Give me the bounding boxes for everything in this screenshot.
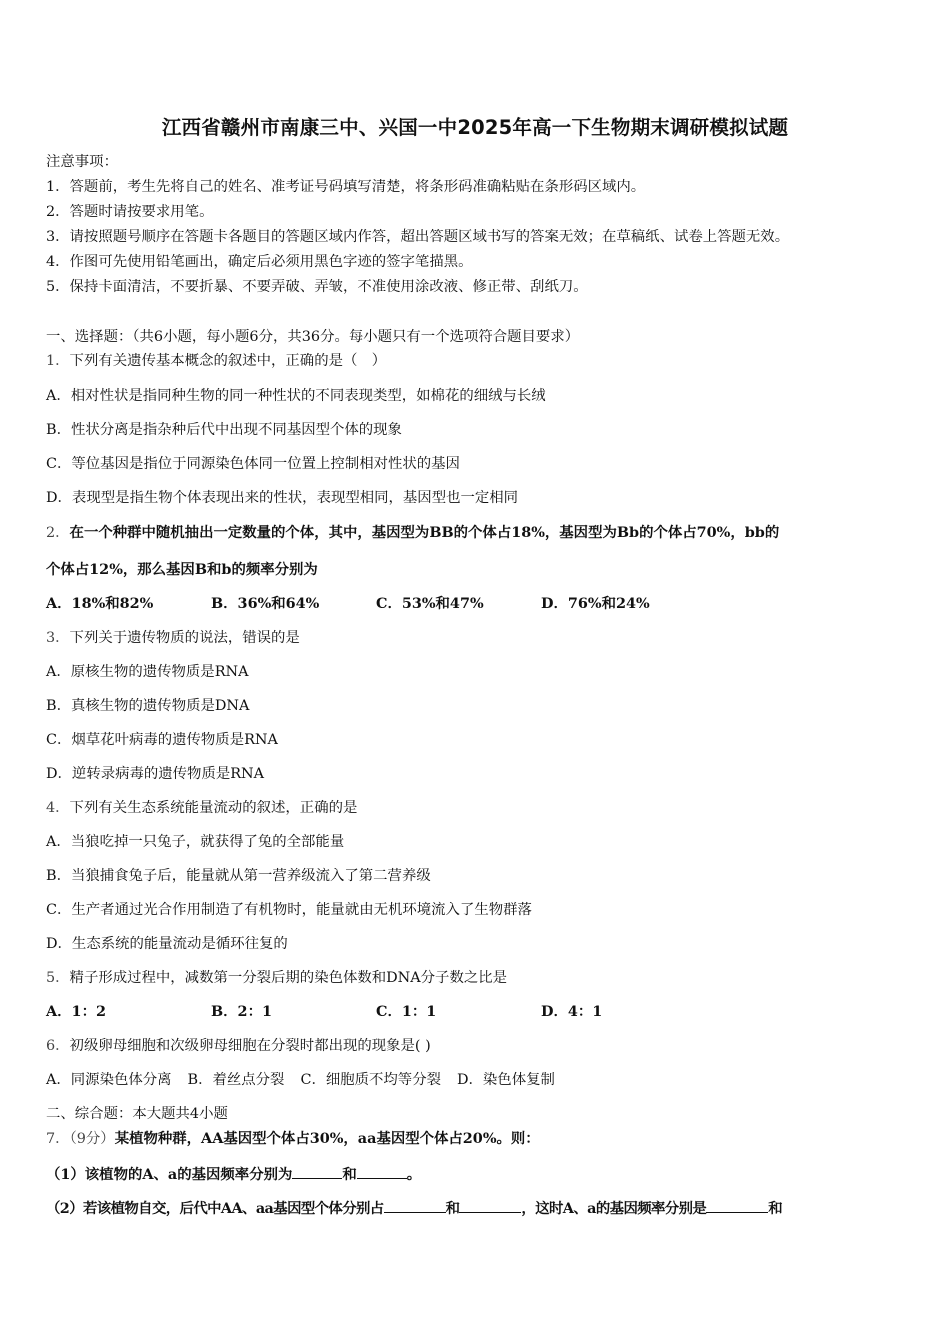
section-2-heading: 二、综合题：本大题共4小题 [46,1106,228,1122]
q1-option-c: C．等位基因是指位于同源染色体同一位置上控制相对性状的基因 [46,456,460,472]
answer-blank[interactable] [357,1164,407,1179]
q6-options [46,1070,555,1090]
question-number: 2． [46,525,70,541]
question-1 [46,351,386,371]
answer-blank[interactable] [292,1164,342,1179]
q5-option-a: A．1：2 [46,1003,106,1020]
question-7 [46,1129,540,1149]
question-stem-line-1: 在一个种群中随机抽出一定数量的个体，其中，基因型为BB的个体占18%，基因型为Bb的个体占70%，bb的 [69,524,780,541]
q6-option-a: A．同源染色体分离 [46,1072,172,1088]
q7-part-2-text: （2）若该植物自交，后代中AA、aa基因型个体分别占 [46,1200,384,1217]
question-stem: 初级卵母细胞和次级卵母细胞在分裂时都出现的现象是( ) [69,1038,431,1054]
q1-option-b: B．性状分离是指杂种后代中出现不同基因型个体的现象 [46,422,402,438]
q7-part-2-and-2: 和 [768,1200,782,1217]
question-number: 5． [46,970,70,986]
q7-part-1-end: 。 [406,1166,422,1183]
notice-item-5: 5．保持卡面清洁，不要折暴、不要弄破、弄皱，不准使用涂改液、修正带、刮纸刀。 [46,279,588,295]
question-number: 1． [46,353,70,369]
q7-part-1-text: （1）该植物的A、a的基因频率分别为 [46,1166,293,1183]
q3-option-a: A．原核生物的遗传物质是RNA [46,664,249,680]
q6-option-d: D．染色体复制 [456,1072,555,1088]
question-3 [46,628,300,648]
q2-options [46,594,650,614]
question-number: 4． [46,800,70,816]
question-stem: 下列有关遗传基本概念的叙述中，正确的是（ ） [69,353,387,369]
q4-option-b: B．当狼捕食兔子后，能量就从第一营养级流入了第二营养级 [46,868,431,884]
q7-part-2-mid: ，这时A、a的基因频率分别是 [521,1200,707,1217]
question-number: 6． [46,1038,70,1054]
q2-option-d: D．76%和24% [541,595,650,612]
q5-option-d: D．4：1 [541,1003,603,1020]
q7-part-1-and: 和 [342,1166,357,1183]
section-1-heading: 一、选择题：（共6小题，每小题6分，共36分。每小题只有一个选项符合题目要求） [46,329,580,345]
question-6 [46,1036,431,1056]
q3-option-c: C．烟草花叶病毒的遗传物质是RNA [46,732,278,748]
q1-option-d: D．表现型是指生物个体表现出来的性状，表现型相同，基因型也一定相同 [46,490,519,506]
question-stem: 某植物种群，AA基因型个体占30%，aa基因型个体占20%。则： [114,1130,540,1147]
notice-item-2: 2．答题时请按要求用笔。 [46,204,214,220]
q6-option-c: C．细胞质不均等分裂 [300,1072,441,1088]
page-title: 江西省赣州市南康三中、兴国一中2025年高一下生物期末调研模拟试题 [161,116,789,139]
question-2-stem-line-2: 个体占12%，那么基因B和b的频率分别为 [46,561,318,578]
q7-part-1 [46,1164,421,1185]
q1-option-a: A．相对性状是指同种生物的同一种性状的不同表现类型，如棉花的细绒与长绒 [46,388,546,404]
q3-option-d: D．逆转录病毒的遗传物质是RNA [46,766,265,782]
q2-option-c: C．53%和47% [376,595,484,612]
answer-blank[interactable] [384,1198,446,1213]
question-number: 3． [46,630,70,646]
question-stem: 下列有关生态系统能量流动的叙述，正确的是 [69,800,358,816]
q7-part-2-and: 和 [445,1200,460,1217]
question-2 [46,523,779,543]
question-4 [46,798,357,818]
q5-option-c: C．1：1 [376,1003,437,1020]
q4-option-a: A．当狼吃掉一只兔子，就获得了兔的全部能量 [46,834,345,850]
q2-option-a: A．18%和82% [46,595,154,612]
question-5 [46,968,507,988]
question-score: （9分） [69,1131,115,1147]
q2-option-b: B．36%和64% [211,595,320,612]
question-stem: 下列关于遗传物质的说法，错误的是 [69,630,300,646]
answer-blank[interactable] [459,1198,521,1213]
question-number: 7． [46,1131,70,1147]
q3-option-b: B．真核生物的遗传物质是DNA [46,698,250,714]
q4-option-d: D．生态系统的能量流动是循环往复的 [46,936,288,952]
q6-option-b: B．着丝点分裂 [187,1072,285,1088]
q5-option-b: B．2：1 [211,1003,272,1020]
q5-options [46,1002,602,1022]
question-stem: 精子形成过程中，减数第一分裂后期的染色体数和DNA分子数之比是 [69,970,508,986]
notice-heading: 注意事项： [46,154,118,170]
notice-item-4: 4．作图可先使用铅笔画出，确定后必须用黑色字迹的签字笔描黑。 [46,254,473,270]
q7-part-2 [46,1198,782,1219]
answer-blank[interactable] [706,1198,768,1213]
notice-item-1: 1．答题前，考生先将自己的姓名、准考证号码填写清楚，将条形码准确粘贴在条形码区域内。 [46,179,646,195]
notice-item-3: 3．请按照题号顺序在答题卡各题目的答题区域内作答，超出答题区域书写的答案无效；在草稿纸、试卷上答题无效。 [46,229,790,245]
q4-option-c: C．生产者通过光合作用制造了有机物时，能量就由无机环境流入了生物群落 [46,902,532,918]
